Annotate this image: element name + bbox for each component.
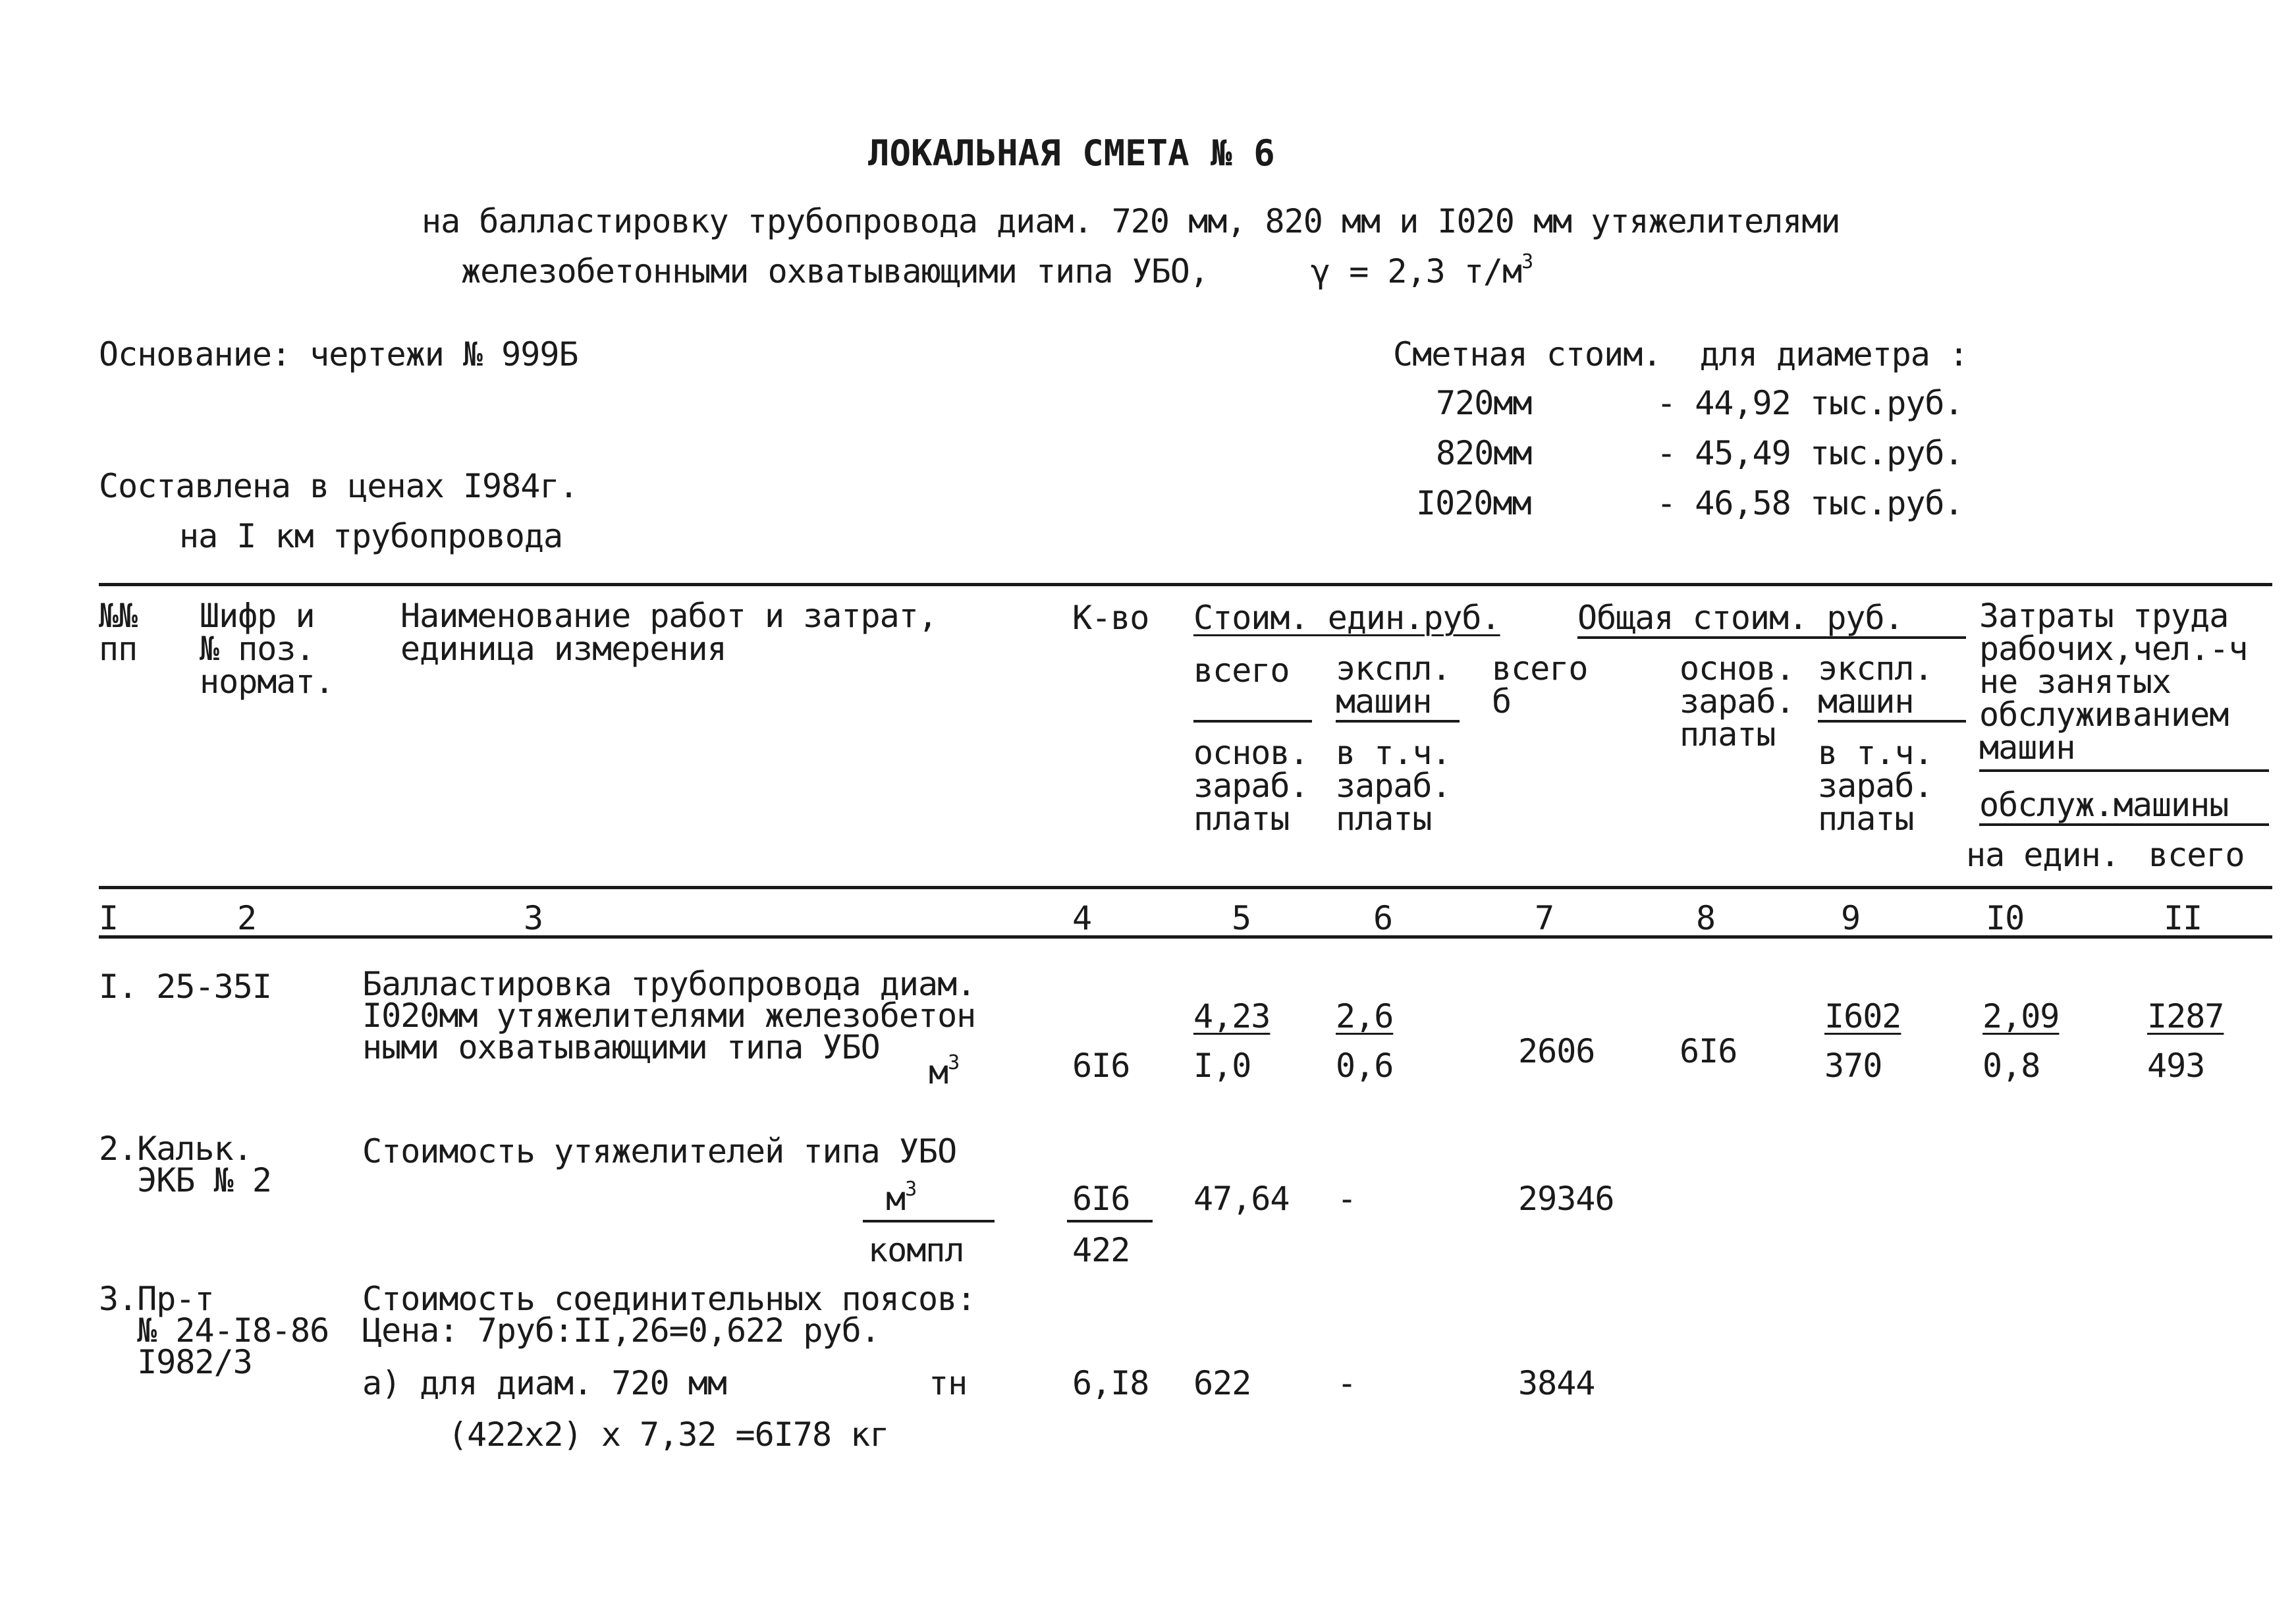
row3-sub-calc: (422х2) х 7,32 =6I78 кг (448, 1415, 889, 1454)
col-number-8: 8 (1696, 899, 1716, 937)
table-top-border (99, 583, 2272, 586)
labor-service-underline (1979, 823, 2269, 826)
header-labor: Затраты труда рабочих,чел.-ч не занятых обслуживанием машин (1979, 597, 2248, 767)
header-total-all: всего б (1492, 649, 1588, 721)
row1-total-machine: I602 (1824, 997, 1901, 1035)
col-number-7: 7 (1535, 899, 1554, 937)
header-labor-total: всего (2148, 836, 2245, 874)
cost-summary-header: Сметная стоим. для диаметра : (1393, 335, 1969, 373)
row1-unit-incl-wage: 0,6 (1336, 1047, 1394, 1085)
row2-qty-bottom: 422 (1072, 1231, 1130, 1269)
unit-total-underline (1193, 720, 1312, 723)
row1-labor-unit-bottom: 0,8 (1982, 1047, 2040, 1085)
cost-diameter-820: 820мм (1436, 434, 1532, 472)
unit-machine-underline (1336, 720, 1460, 723)
row2-total: 29346 (1518, 1180, 1614, 1218)
row3-unit-machine: - (1337, 1364, 1357, 1402)
col-number-10: I0 (1986, 899, 2025, 937)
per-km-text: на I км трубопровода (179, 517, 563, 555)
header-name: Наименование работ и затрат, единица измерения (400, 597, 937, 668)
row1-unit-text: м (929, 1053, 948, 1091)
header-total-cost: Общая стоим. руб. (1577, 599, 1903, 637)
row2-unit-bottom: компл (868, 1231, 964, 1269)
header-bottom-border (99, 886, 2272, 889)
col-number-9: 9 (1841, 899, 1861, 937)
basis-text: Основание: чертежи № 999Б (99, 335, 578, 373)
row2-unit-top-exponent: 3 (905, 1178, 917, 1201)
row3-unit-total: 622 (1193, 1364, 1251, 1402)
subtitle-gamma (1311, 250, 1533, 290)
col-number-1: I (99, 899, 119, 937)
col-number-2: 2 (237, 899, 257, 937)
row2-name: Стоимость утяжелителей типа УБО (362, 1132, 957, 1170)
cost-diameter-1020: I020мм (1416, 484, 1531, 522)
cost-diameter-720: 720мм (1436, 384, 1532, 422)
total-machine-underline (1818, 720, 1966, 723)
row1-unit-machine: 2,6 (1336, 997, 1394, 1035)
gamma-exponent: 3 (1521, 250, 1533, 273)
row1-labor-unit-top: 2,09 (1982, 997, 2060, 1035)
row3-sub-unit: тн (929, 1364, 968, 1402)
row1-labor-total-bottom: 493 (2147, 1047, 2205, 1085)
row2-unit-top-text: м (886, 1180, 906, 1218)
row1-qty: 6I6 (1072, 1047, 1130, 1085)
row1-unit (929, 1051, 960, 1091)
row2-num-code: 2.Кальк. ЭКБ № 2 (99, 1130, 271, 1199)
row1-unit-total: 4,23 (1193, 997, 1271, 1035)
row2-unit-total: 47,64 (1193, 1180, 1290, 1218)
total-cost-underline (1577, 636, 1966, 639)
col-number-5: 5 (1232, 899, 1251, 937)
header-labor-service: обслуж.машины (1979, 786, 2229, 824)
row1-total-base-wage: 6I6 (1680, 1032, 1737, 1070)
header-labor-unit: на един. (1966, 836, 2119, 874)
row1-total-incl-wage: 370 (1824, 1047, 1882, 1085)
cost-value-720: - 44,92 тыс.руб. (1656, 384, 1963, 422)
col-number-4: 4 (1072, 899, 1092, 937)
col-number-11: II (2164, 899, 2202, 937)
row1-unit-base-wage: I,0 (1193, 1047, 1251, 1085)
row3-name: Стоимость соединительных поясов: Цена: 7руб:II,26=0,622 руб. (362, 1280, 976, 1350)
labor-divider (1979, 769, 2269, 772)
cost-value-820: - 45,49 тыс.руб. (1656, 434, 1963, 472)
header-unit-cost: Стоим. един.руб. (1193, 599, 1500, 637)
header-unit-total: всего (1193, 651, 1290, 690)
gamma-value: γ = 2,3 т/м (1311, 252, 1522, 290)
row1-total: 2606 (1518, 1032, 1595, 1070)
cost-value-1020: - 46,58 тыс.руб. (1656, 484, 1963, 522)
header-unit-incl-wage: в т.ч. зараб. платы (1336, 734, 1451, 838)
document-title: ЛОКАЛЬНАЯ СМЕТА № 6 (868, 132, 1275, 174)
col-number-6: 6 (1373, 899, 1393, 937)
row2-unit-divider (863, 1220, 995, 1222)
col-numbers-bottom-border (99, 935, 2272, 939)
row2-qty-top: 6I6 (1072, 1180, 1130, 1218)
row3-qty: 6,I8 (1072, 1364, 1149, 1402)
header-unit-machine: экспл. машин (1336, 649, 1451, 721)
row2-unit-machine: - (1337, 1180, 1357, 1218)
subtitle-line-1: на балластировку трубопровода диам. 720 мм, 820 мм и I020 мм утяжелителями (422, 202, 1840, 240)
header-total-incl-wage: в т.ч. зараб. платы (1818, 734, 1933, 838)
header-total-base-wage: основ. зараб. платы (1680, 649, 1795, 754)
header-number: №№ пп (99, 597, 138, 668)
subtitle-line-2: железобетонными охватывающими типа УБО, (461, 252, 1209, 290)
col-number-3: 3 (524, 899, 543, 937)
header-quantity: К-во (1072, 599, 1149, 637)
header-total-machine: экспл. машин (1818, 649, 1933, 721)
row3-num-code: 3.Пр-т № 24-I8-86 I982/3 (99, 1280, 329, 1381)
header-code: Шифр и № поз. нормат. (200, 597, 334, 701)
prices-year-text: Составлена в ценах I984г. (99, 467, 578, 505)
header-unit-base-wage: основ. зараб. платы (1193, 734, 1309, 838)
row1-unit-exponent: 3 (948, 1051, 960, 1074)
row1-num-code: I. 25-35I (99, 968, 271, 1006)
row2-unit-top (886, 1180, 916, 1217)
row3-sub-name: а) для диам. 720 мм (362, 1364, 726, 1402)
row3-total: 3844 (1518, 1364, 1595, 1402)
row1-name: Балластировка трубопровода диам. I020мм утяжелителями железобетон ными охватывающими типа УБО (362, 965, 976, 1066)
row1-labor-total-top: I287 (2147, 997, 2224, 1035)
row2-qty-divider (1067, 1220, 1153, 1222)
